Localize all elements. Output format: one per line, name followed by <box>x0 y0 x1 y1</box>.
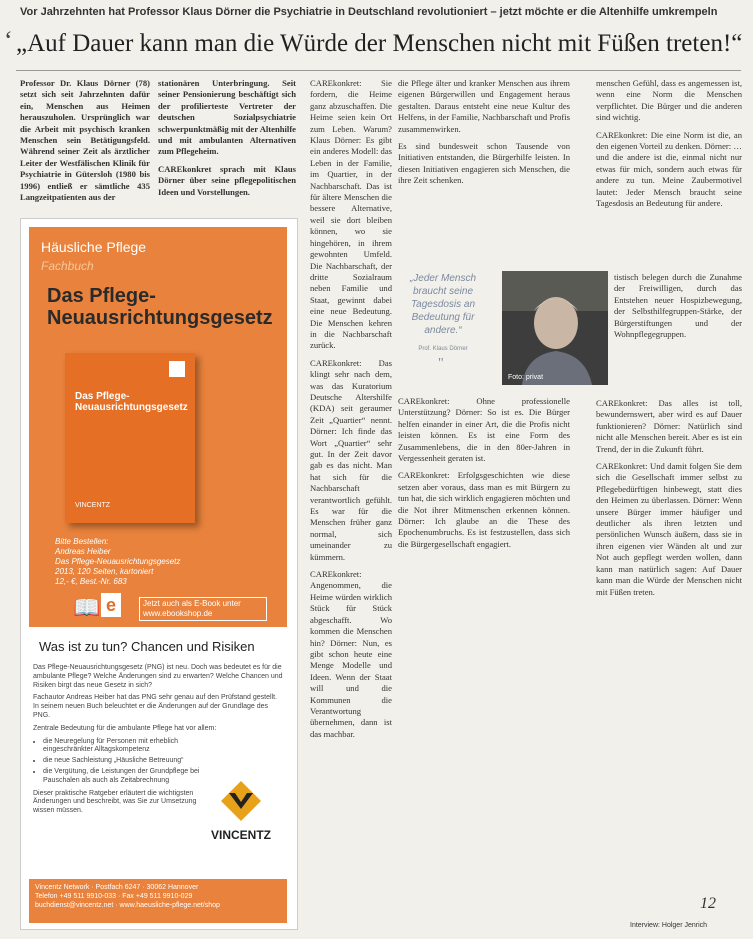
publisher-logo[interactable] <box>211 779 271 842</box>
portrait-illustration <box>502 271 608 385</box>
footer-line: Vincentz Network · Postfach 6247 · 30062 Hannover <box>35 884 199 891</box>
article-kicker: Vor Jahrzehnten hat Professor Klaus Dörner die Psychiatrie in Deutschland revolutioniert – jetzt möchte er die Altenhilfe umkrempeln <box>20 6 718 18</box>
article-column-4 <box>398 78 570 268</box>
book-info-line: 12,- €, Best.-Nr. 683 <box>55 577 127 586</box>
ad-orange-panel <box>29 227 287 627</box>
page-number: 12 <box>700 895 716 912</box>
article-paragraph: CAREkonkret: Das alles ist toll, bewundernswert, aber wird es auf Dauer funktionieren? Dörner: Natürlich sind nicht alle Menschen bereit. Aber es ist ein Trend, der in die Zukunft führt. <box>596 398 742 454</box>
photo-credit: Foto: privat <box>508 374 544 381</box>
article-paragraph: CAREkonkret: Ohne professionelle Unterstützung? Dörner: So ist es. Die Bürger helfen einander in einer Art, die die Profis nicht leisten können. Es ist eine Form des Zusammenlebens, die in den 80er-Jahren in Vergessenheit geraten ist. <box>398 396 570 464</box>
quote-mark-icon: " <box>438 356 444 371</box>
footer-line: Telefon +49 511 9910-033 · Fax +49 511 9910-029 <box>35 893 193 900</box>
ad-paragraph: Zentrale Bedeutung für die ambulante Pflege hat vor allem: <box>33 724 217 732</box>
book-advertisement[interactable] <box>20 218 298 930</box>
book-info-line: Bitte Bestellen: <box>55 537 109 546</box>
ebook-promo[interactable] <box>69 593 269 623</box>
ad-paragraph: Dieser praktische Ratgeber erläutert die wichtigsten Änderungen und beschreibt, was Sie zur Umsetzung wissen müssen. <box>33 789 197 815</box>
book-info-line: 2013, 120 Seiten, kartoniert <box>55 567 154 576</box>
ebook-link[interactable]: Jetzt auch als E-Book unter www.ebookshop.de <box>139 597 267 621</box>
article-paragraph: tistisch belegen durch die Zunahme der Freiwilligen, durch das Entstehen neuer Hospizbewegung, der Selbsthilfegruppen-Stärke, der Bürgerstiftungen und der Wohnpflegegruppen. <box>614 272 742 340</box>
ebook-e-icon: e <box>101 593 121 617</box>
article-paragraph: Es sind bundesweit schon Tausende von Initiativen entstanden, die Bürgerhilfe leisten. In diesen Initiativen engagieren sich Menschen, die ihre Zeit schenken. <box>398 141 570 186</box>
ad-bullet-list <box>33 738 213 786</box>
headline-rule <box>16 70 741 71</box>
article-paragraph: CAREkonkret: Und damit folgen Sie dem sich die Gesellschaft immer selbst zu Pflegebedürftigen hinbewegt, statt dies den Heimen zu überlassen. Dörner: Wenn unsere Bürger immer häufiger und deutlicher als ihren letzten und persönlichen Wunsch äußern, dass sie in ihren eigenen vier Wänden alt und zur Not auch gepflegt werden wollen, dann kann man natürlich sagen: Auf Dauer kann man die Würde der Menschen nicht mit Füßen treten. <box>596 461 742 597</box>
book-cover-title: Das Pflege-Neuausrichtungsgesetz <box>75 391 188 413</box>
article-paragraph: CAREkonkret: Sie fordern, die Heime ganz abzuschaffen. Die Heime seien kein Ort zum Leben. Warum? Klaus Dörner: Es gibt ein anderes Modell: das Leben in der Familie, im Quartier, in der Nachbarschaft. Das ist für ältere Menschen die bessere Alternative, weil sie dort bleiben können, wo sie hingehören, in ihrem gewohnten Umfeld. Die Nachbarschaft, der dritte Sozialraum neben Familie und Staat, gewinnt dabei eine neue Bedeutung. Die Menschen kehren in die Nachbarschaft zurück. <box>310 78 392 351</box>
intro-text-1: Professor Dr. Klaus Dörner (78) setzt sich seit Jahrzehnten dafür ein, Menschen aus Heimen herauszuholen. Ursprünglich war die Arbeit mit psychisch kranken Menschen sein Betätigungsfeld. Während seiner Zeit als ärztlicher Leiter der Westfälischen Klinik für Psychiatrie in Gütersloh (1980 bis 1996) entließ er sämtliche 435 Langzeitpatienten aus der <box>20 78 150 203</box>
book-cover-publisher: VINCENTZ <box>75 502 110 509</box>
ad-subkicker: Fachbuch <box>41 259 94 273</box>
ad-bullet: • die Neuregelung für Personen mit erheblich eingeschränkter Alltagskompetenz <box>43 738 213 756</box>
ad-title <box>47 285 273 329</box>
article-paragraph: die Pflege älter und kranker Menschen aus ihrem eigenen Bürgerwillen und Engagement heraus gestalten. Daraus entsteht eine neue Kultur des Helfens, in der Familie, Nachbarschaft und Profis zusammenwirken. <box>398 78 570 134</box>
ad-title-line-1: Das Pflege- <box>47 285 156 307</box>
pull-quote: „Jeder Mensch braucht seine Tagesdosis an Bedeutung für andere.“ <box>409 273 477 336</box>
article-column-5-lower <box>614 272 742 392</box>
intro-column-2 <box>158 78 296 213</box>
book-cover[interactable] <box>65 353 195 523</box>
ad-kicker: Häusliche Pflege <box>41 239 147 255</box>
intro-text-2: stationären Unterbringung. Seit seiner Pensionierung beschäftigt sich der profilierteste Vertreter der deutschen Sozialpsychiatrie schwerpunktmäßig mit der Altenhilfe und mit ambulanten Alternativen zum Pflegeheim. <box>158 78 296 157</box>
hook-mark: ʻ <box>4 26 13 55</box>
article-paragraph: CAREkonkret: Die eine Norm ist die, an den eigenen Vorteil zu denken. Dörner: … und die andere ist die, einmal nicht nur etwas für mich, sondern auch etwas für andere zu tun. Meine Zaubermotivel lautet: Jeder Mensch braucht seine Tagesdosis an Bedeutung für andere. <box>596 129 742 209</box>
intro-column-1 <box>20 78 150 213</box>
article-column-5-bottom <box>596 398 742 893</box>
article-headline: „Auf Dauer kann man die Würde der Menschen nicht mit Füßen treten!“ <box>16 30 743 57</box>
portrait-photo <box>502 271 608 385</box>
publisher-name: VINCENTZ <box>211 828 271 842</box>
article-column-3 <box>310 78 392 928</box>
ad-contact-footer[interactable] <box>29 879 287 923</box>
footer-line: buchdienst@vincentz.net · www.haeusliche-pflege.net/shop <box>35 902 220 909</box>
article-column-5 <box>596 78 742 270</box>
ad-bullet: • die Vergütung, die Leistungen der Grundpflege bei Pauschalen als auch als Zeitabrechnung <box>43 768 213 786</box>
vincentz-logo-icon <box>219 779 263 823</box>
book-info-line: Andreas Heiber <box>55 547 111 556</box>
pull-quote-source: Prof. Klaus Dörner <box>418 346 468 352</box>
article-paragraph: CAREkonkret: Das klingt sehr nach dem, was das Kuratorium Deutsche Altershilfe (KDA) seit geraumer Zeit „Quartier“ nennt. Dörner: Ich finde das Wort „Quartier“ sehr gut. In der Zeit davor gab es das nicht. Man hat sich für die Nachbarschaft verantwortlich gefühlt. Es war für die Menschen früher ganz normal, sich umeinander zu kümmern. <box>310 357 392 562</box>
ad-paragraph: Das Pflege-Neuausrichtungsgesetz (PNG) ist neu. Doch was bedeutet es für die ambulante Pflege? Welche Änderungen sind zu erwarten? Welche Chancen und Risiken birgt das neue Gesetz in sich? <box>33 664 283 689</box>
article-paragraph: menschen Gefühl, dass es angemessen ist, wenn eine Norm die Menschen verpflichtet. Die Bürger und die anderen sind wichtig. <box>596 78 742 123</box>
book-info-line: Das Pflege-Neuausrichtungsgesetz <box>55 557 181 566</box>
article-column-4-lower <box>398 396 570 928</box>
book-logo-icon <box>169 361 185 377</box>
interview-credit: Interview: Holger Jenrich <box>630 922 708 929</box>
article-paragraph: CAREkonkret: Erfolgsgeschichten wie diese setzen aber voraus, dass man es mit Bürgern zu tun hat, die sich wirklich engagieren möchten und die Not ihrer Mitmenschen erkennen können. Dörner: Ich glaube an die These des Epochenumbruchs. Es ist festzustellen, dass sich die Bürgergesellschaft engagiert. <box>398 470 570 549</box>
ad-paragraph: Fachautor Andreas Heiber hat das PNG sehr genau auf den Prüfstand gestellt. In seinem neuen Buch beleuchtet er die Änderungen auf der Grundlage des PNG. <box>33 694 277 719</box>
intro-text-3: CAREkonkret sprach mit Klaus Dörner über seine pflegepolitischen Ideen und Vorstellungen. <box>158 163 296 197</box>
article-paragraph: CAREkonkret: Angenommen, die Heime würden wirklich Stück für Stück abgeschafft. Wo kommen die Menschen hin? Dörner: Nun, es gibt schon heute eine Menge Modelle und Ideen. Wenn der Staat will und die Kommunen die Verantwortung übernehmen, dann ist das machbar. <box>310 569 392 739</box>
book-icon: 📖 <box>73 595 101 620</box>
book-info <box>55 537 180 587</box>
ad-title-line-2: Neuausrichtungsgesetz <box>47 307 273 329</box>
ad-question-heading: Was ist zu tun? Chancen und Risiken <box>39 639 255 654</box>
ad-bullet: • die neue Sachleistung „Häusliche Betreuung“ <box>43 757 213 766</box>
